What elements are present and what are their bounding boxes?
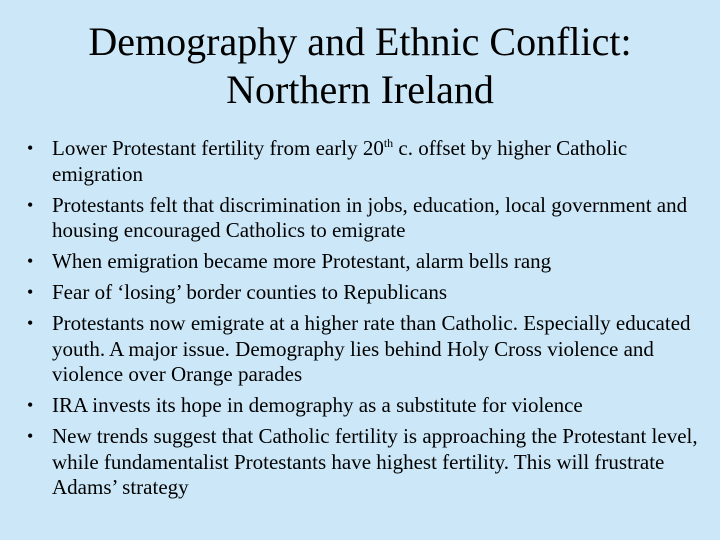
bullet-text: New trends suggest that Catholic fertility is approaching the Protestant level, while fundamentalist Protestants have highest fertility. This will frustrate Adams’ strategy — [52, 424, 698, 499]
bullet-dot-icon: • — [27, 313, 34, 333]
slide-title-line-1: Demography and Ethnic Conflict: — [88, 19, 632, 64]
bullet-item-5 — [27, 311, 704, 388]
bullet-dot-icon: • — [27, 426, 34, 446]
bullet-text: IRA invests its hope in demography as a substitute for violence — [52, 393, 583, 417]
slide-title — [0, 18, 720, 114]
bullet-dot-icon: • — [27, 251, 34, 271]
bullet-list — [27, 136, 704, 506]
bullet-item-6 — [27, 393, 704, 419]
bullet-dot-icon: • — [27, 395, 34, 415]
slide-title-line-2: Northern Ireland — [226, 67, 494, 112]
bullet-item-2 — [27, 192, 704, 244]
bullet-text: Protestants now emigrate at a higher rate than Catholic. Especially educated youth. A major issue. Demography lies behind Holy Cross violence and violence over Orange parades — [52, 311, 691, 386]
bullet-text: When emigration became more Protestant, alarm bells rang — [52, 249, 552, 273]
bullet-text: Protestants felt that discrimination in jobs, education, local government and housing encouraged Catholics to emigrate — [52, 192, 688, 242]
bullet-dot-icon: • — [27, 282, 34, 302]
superscript-th: th — [383, 136, 394, 150]
bullet-dot-icon: • — [27, 194, 34, 215]
bullet-item-4 — [27, 280, 704, 306]
bullet-text: Fear of ‘losing’ border counties to Republicans — [52, 280, 448, 304]
bullet-item-1 — [27, 136, 704, 187]
bullet-text: Lower Protestant fertility from early 20 — [52, 136, 384, 160]
bullet-item-3 — [27, 249, 704, 275]
bullet-dot-icon: • — [27, 138, 34, 158]
bullet-text-continued: c. offset by higher Catholic emigration — [52, 136, 628, 186]
bullet-item-7 — [27, 424, 704, 501]
